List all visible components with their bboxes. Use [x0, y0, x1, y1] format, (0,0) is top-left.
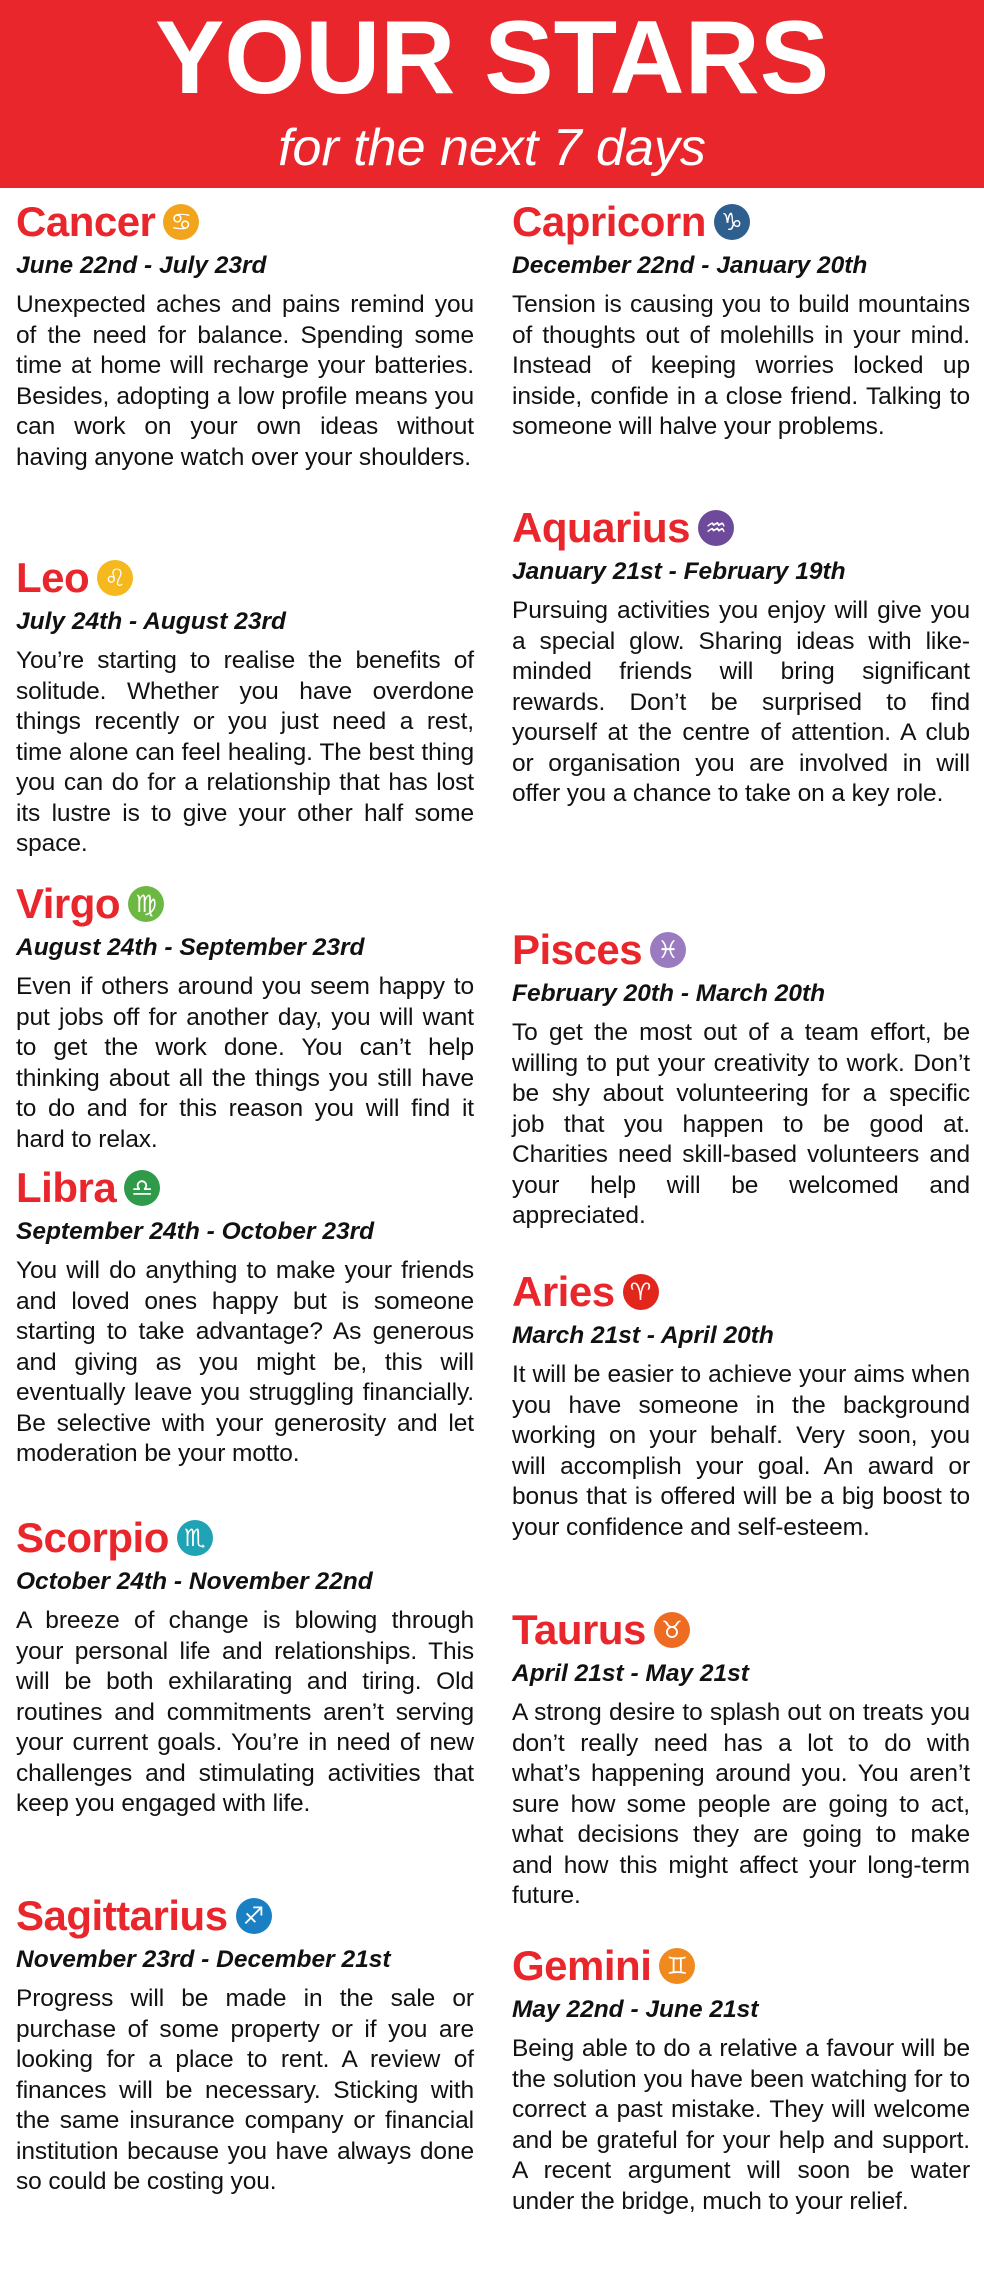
sign-text: A strong desire to splash out on treats you don’t really need has a lot to do with what’s happening around you. You aren’t sure how some people are going to act, what decisions they are going to make and how this might affect your long-term future.: [512, 1699, 970, 1909]
gemini-icon: ♊: [659, 1948, 695, 1984]
sign-text: It will be easier to achieve your aims when you have someone in the background working on your behalf. Very soon, you will accomplish your goal. An award or bonus that is offered will be a big boost to your confidence and self-esteem.: [512, 1361, 970, 1541]
sign-dates: December 22nd - January 20th: [512, 252, 868, 279]
sign-leo: [16, 552, 474, 878]
sign-dates: August 24th - September 23rd: [16, 934, 365, 961]
sign-text: Tension is causing you to build mountains of thoughts out of molehills in your mind. Instead of keeping worries locked up inside, confide in a close friend. Talking to someone will halve your problems.: [512, 291, 970, 440]
header-banner: [0, 0, 984, 188]
sign-text: Progress will be made in the sale or purchase of some property or if you are looking for a place to rent. A review of finances will be necessary. Sticking with the same insurance company or financial institution because you have always done so could be costing you.: [16, 1985, 474, 2195]
sign-text: Even if others around you seem happy to put jobs off for another day, you will want to get the work done. You can’t help thinking about all the things you still have to do and for this reason you will find it hard to relax.: [16, 973, 474, 1153]
sign-name: Capricorn: [512, 198, 706, 245]
taurus-icon: ♉: [654, 1612, 690, 1648]
page-subtitle: for the next 7 days: [278, 119, 706, 177]
libra-icon: ♎: [124, 1170, 160, 1206]
sign-text: A breeze of change is blowing through your personal life and relationships. This will be both exhilarating and tiring. Old routines and commitments aren’t serving your current goals. You’re in need of new challenges and stimulating activities that keep you engaged with life.: [16, 1607, 474, 1817]
sign-dates: September 24th - October 23rd: [16, 1218, 375, 1245]
sign-dates: May 22nd - June 21st: [512, 1996, 759, 2023]
aquarius-icon: ♒: [698, 510, 734, 546]
sign-pisces: [512, 924, 970, 1266]
sign-dates: March 21st - April 20th: [512, 1322, 774, 1349]
sign-name: Gemini: [512, 1942, 652, 1989]
sign-dates: April 21st - May 21st: [512, 1660, 749, 1687]
sign-name: Sagittarius: [16, 1892, 228, 1939]
sign-dates: October 24th - November 22nd: [16, 1568, 373, 1595]
page-title: YOUR STARS: [154, 0, 830, 116]
leo-icon: ♌: [97, 560, 133, 596]
sign-virgo: [16, 878, 474, 1162]
right-column: [512, 196, 970, 2270]
sign-name: Cancer: [16, 198, 156, 245]
sign-aquarius: [512, 502, 970, 924]
sign-aries: [512, 1266, 970, 1604]
sign-dates: June 22nd - July 23rd: [16, 252, 267, 279]
cancer-icon: ♋: [163, 204, 199, 240]
sign-dates: January 21st - February 19th: [512, 558, 846, 585]
sign-dates: July 24th - August 23rd: [16, 608, 287, 635]
sign-gemini: [512, 1940, 970, 2270]
sign-libra: [16, 1162, 474, 1512]
sign-sagittarius: [16, 1890, 474, 2230]
sign-text: You’re starting to realise the benefits of solitude. Whether you have overdone things recently or you just need a rest, time alone can feel healing. The best thing you can do for a relationship that has lost its lustre is to give your other half some space.: [16, 647, 474, 857]
sign-name: Aries: [512, 1268, 615, 1315]
sign-name: Leo: [16, 554, 90, 601]
aries-icon: ♈: [623, 1274, 659, 1310]
sign-text: Unexpected aches and pains remind you of the need for balance. Spending some time at home will recharge your batteries. Besides, adopting a low profile means you can work on your own ideas without having anyone watch over your shoulders.: [16, 291, 474, 471]
pisces-icon: ♓: [650, 932, 686, 968]
sign-taurus: [512, 1604, 970, 1940]
sign-dates: November 23rd - December 21st: [16, 1946, 391, 1973]
sign-scorpio: [16, 1512, 474, 1890]
sign-cancer: [16, 196, 474, 552]
sagittarius-icon: ♐: [236, 1898, 272, 1934]
sign-capricorn: [512, 196, 970, 502]
sign-text: To get the most out of a team effort, be willing to put your creativity to work. Don’t be shy about volunteering for a specific job that you happen to be good at. Charities need skill-based volunteers and your help will be welcomed and appreciated.: [512, 1019, 970, 1229]
capricorn-icon: ♑: [714, 204, 750, 240]
sign-dates: February 20th - March 20th: [512, 980, 826, 1007]
sign-name: Pisces: [512, 926, 643, 973]
sign-name: Taurus: [512, 1606, 646, 1653]
sign-name: Scorpio: [16, 1514, 169, 1561]
scorpio-icon: ♏: [177, 1520, 213, 1556]
sign-text: Pursuing activities you enjoy will give you a special glow. Sharing ideas with like-minded friends will bring significant rewards. Don’t be surprised to find yourself at the centre of attention. A club or organisation you are involved in will offer you a chance to take on a key role.: [512, 597, 970, 807]
virgo-icon: ♍: [128, 886, 164, 922]
sign-text: You will do anything to make your friends and loved ones happy but is someone starting to take advantage? As generous and giving as you might be, this will eventually leave you struggling financially. Be selective with your generosity and let moderation be your motto.: [16, 1257, 474, 1467]
left-column: [16, 196, 474, 2230]
sign-text: Being able to do a relative a favour will be the solution you have been watching for to correct a past mistake. They will welcome and be grateful for your help and support. A recent argument will soon be water under the bridge, much to your relief.: [512, 2035, 970, 2215]
sign-name: Aquarius: [512, 504, 691, 551]
sign-name: Virgo: [16, 880, 121, 927]
sign-name: Libra: [16, 1164, 117, 1211]
